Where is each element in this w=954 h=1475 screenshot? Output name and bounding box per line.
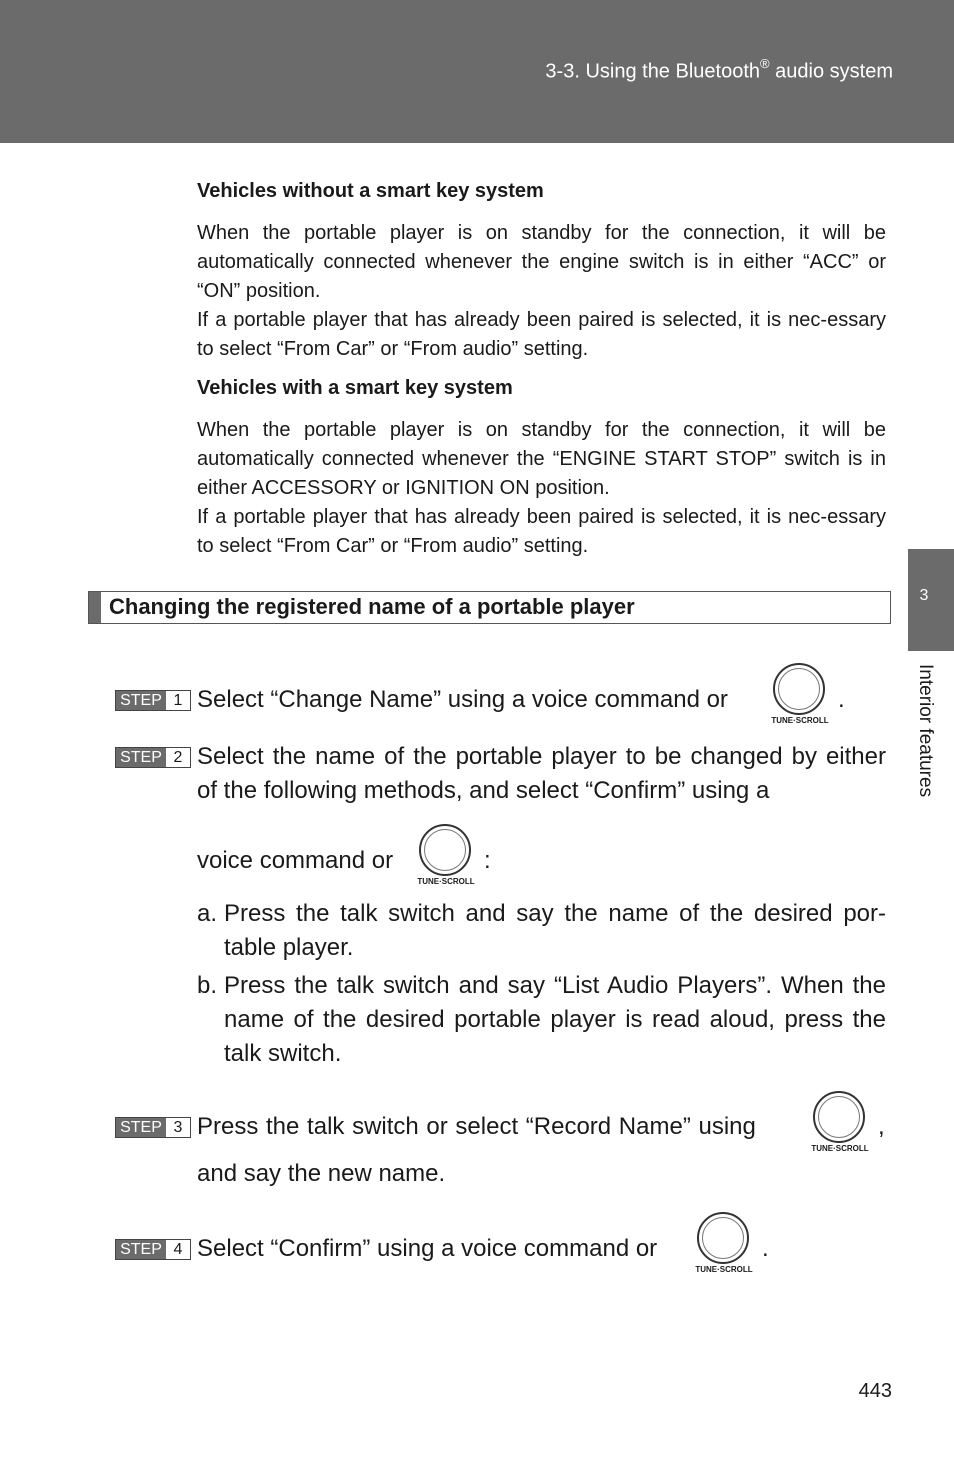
step-label: STEP: [116, 1240, 166, 1259]
step-label: STEP: [116, 1118, 166, 1137]
page-number: 443: [858, 1380, 892, 1402]
with-smart-key-p1: When the portable player is on standby for the connection, it will be automatically connected whenever the “ENGINE START STOP” switch is in either ACCESSORY or IGNITION ON position.: [197, 419, 886, 499]
with-smart-key-p2: If a portable player that has already been paired is selected, it is nec-essary to select “From Car” or “From audio” setting.: [197, 506, 886, 557]
with-smart-key-block: [197, 375, 886, 561]
step-number: 2: [173, 749, 183, 766]
step-2-badge: [115, 747, 191, 768]
knob-ring: [697, 1212, 749, 1264]
step-1-badge: [115, 690, 191, 711]
knob-label: TUNE·SCROLL: [417, 877, 475, 886]
with-smart-key-heading: Vehicles with a smart key system: [197, 377, 513, 399]
option-a: [197, 897, 886, 965]
without-smart-key-heading: Vehicles without a smart key system: [197, 180, 544, 202]
chapter-tab-label: Interior features: [915, 664, 936, 798]
step-3-badge: [115, 1117, 191, 1138]
step-2-text: Select the name of the portable player to be changed by either of the following methods, and select “Confirm” using a: [197, 743, 886, 804]
step-4-badge: [115, 1239, 191, 1260]
knob-label: TUNE·SCROLL: [811, 1144, 869, 1153]
registered-mark: ®: [760, 56, 770, 71]
without-smart-key-p2: If a portable player that has already been paired is selected, it is nec-essary to select “From Car” or “From audio” setting.: [197, 309, 886, 360]
page-header: [0, 0, 954, 143]
knob-ring: [773, 663, 825, 715]
without-smart-key-block: [197, 178, 886, 364]
knob-label: TUNE·SCROLL: [695, 1265, 753, 1274]
option-b: [197, 969, 886, 1071]
step-label: STEP: [116, 748, 166, 767]
step-1-text: Select “Change Name” using a voice command or: [197, 686, 728, 713]
option-letter: a.: [197, 900, 218, 927]
step-3-text-cont: and say the new name.: [197, 1160, 446, 1187]
step-1-end: .: [838, 686, 845, 713]
step-number: 4: [173, 1241, 183, 1258]
option-text: Press the talk switch and say “List Audio Players”. When the name of the desired portable player is read aloud, press the talk switch.: [224, 972, 886, 1067]
tune-scroll-knob-icon: [415, 824, 477, 890]
tune-scroll-knob-icon: [769, 663, 831, 729]
step-label: STEP: [116, 691, 166, 710]
section-heading-marker: [89, 592, 101, 623]
step-number: 1: [173, 692, 183, 709]
without-smart-key-p1: When the portable player is on standby for the connection, it will be automatically connected whenever the engine switch is in either “ACC” or “ON” position.: [197, 222, 886, 302]
option-letter: b.: [197, 972, 218, 999]
step-4-text: Select “Confirm” using a voice command or: [197, 1235, 658, 1262]
step-number: 3: [173, 1119, 183, 1136]
tune-scroll-knob-icon: [809, 1091, 871, 1157]
step-3-text: Press the talk switch or select “Record Name” using: [197, 1113, 756, 1140]
knob-ring: [419, 824, 471, 876]
chapter-tab: [908, 549, 954, 651]
section-heading: [88, 591, 891, 624]
step-2-text-cont: voice command or: [197, 847, 394, 874]
section-heading-text: Changing the registered name of a portable player: [109, 594, 635, 619]
chapter-title-suffix: audio system: [769, 60, 893, 83]
step-2-end: :: [484, 847, 491, 874]
step-4-end: .: [762, 1235, 769, 1262]
chapter-tab-number: 3: [919, 587, 929, 604]
chapter-title: [545, 58, 893, 84]
chapter-title-text: 3-3. Using the Bluetooth: [545, 60, 761, 83]
knob-ring: [813, 1091, 865, 1143]
tune-scroll-knob-icon: [693, 1212, 755, 1278]
option-text: Press the talk switch and say the name of the desired por-table player.: [224, 900, 886, 961]
knob-label: TUNE·SCROLL: [771, 716, 829, 725]
step-3-end: ,: [878, 1113, 885, 1140]
